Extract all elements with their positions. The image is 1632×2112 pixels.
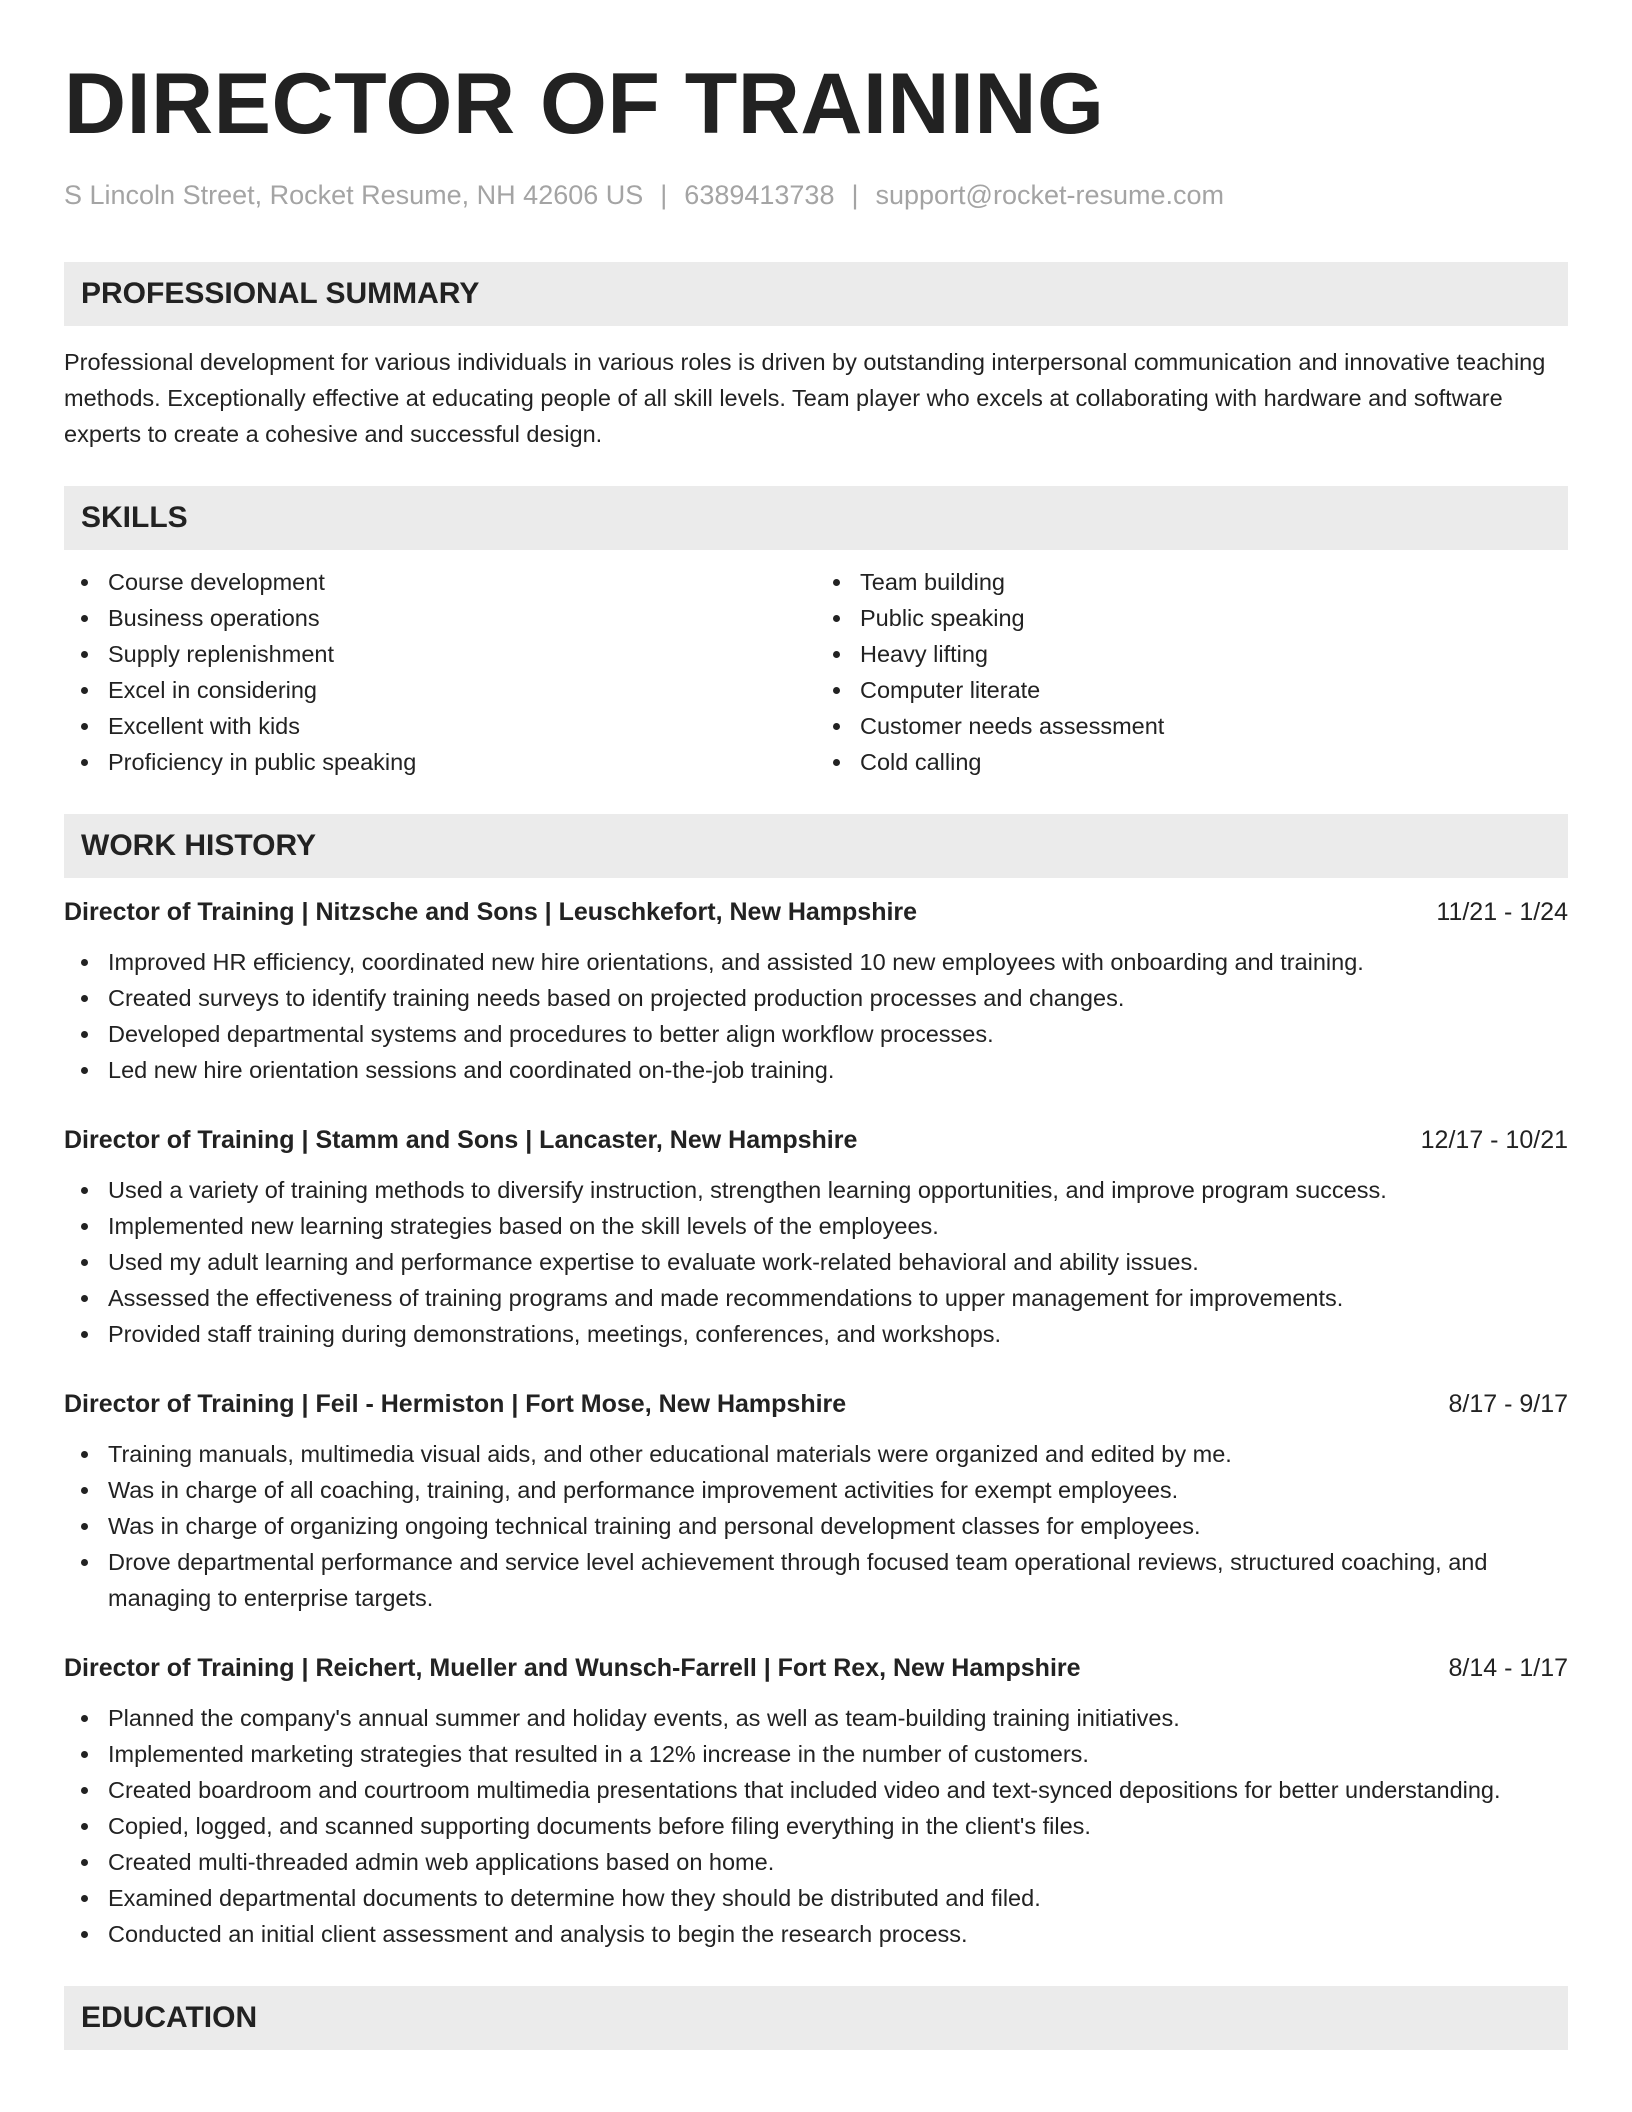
contact-separator: | [660, 180, 668, 210]
resume-name: DIRECTOR OF TRAINING [64, 56, 1105, 152]
job-entry [64, 894, 1568, 1088]
job-bullet: Used my adult learning and performance expertise to evaluate work-related behavioral and ability issues. [64, 1244, 1568, 1280]
job-bullet: Planned the company's annual summer and holiday events, as well as team-building training initiatives. [64, 1700, 1568, 1736]
skill-item: Course development [64, 564, 816, 600]
job-bullet: Assessed the effectiveness of training programs and made recommendations to upper management for improvements. [64, 1280, 1568, 1316]
job-bullet: Created surveys to identify training needs based on projected production processes and changes. [64, 980, 1568, 1016]
skill-item: Supply replenishment [64, 636, 816, 672]
job-header [64, 894, 1568, 930]
job-title: Director of Training | Reichert, Mueller and Wunsch-Farrell | Fort Rex, New Hampshire [64, 1654, 1081, 1682]
contact-separator: | [851, 180, 859, 210]
job-bullet: Used a variety of training methods to diversify instruction, strengthen learning opportunities, and improve program success. [64, 1172, 1568, 1208]
skill-item: Cold calling [816, 744, 1568, 780]
job-bullet: Copied, logged, and scanned supporting documents before filing everything in the client's files. [64, 1808, 1568, 1844]
skill-item: Public speaking [816, 600, 1568, 636]
job-bullets [64, 944, 1568, 1088]
job-title: Director of Training | Feil - Hermiston | Fort Mose, New Hampshire [64, 1390, 847, 1418]
job-bullet: Implemented marketing strategies that resulted in a 12% increase in the number of customers. [64, 1736, 1568, 1772]
job-dates: 11/21 - 1/24 [1436, 898, 1568, 926]
job-title: Director of Training | Stamm and Sons | Lancaster, New Hampshire [64, 1126, 858, 1154]
job-entry [64, 1650, 1568, 1952]
section-header-skills: SKILLS [64, 486, 1568, 550]
skill-item: Proficiency in public speaking [64, 744, 816, 780]
skill-item: Excel in considering [64, 672, 816, 708]
skills-column-left [64, 564, 816, 780]
skills-list [64, 564, 1568, 780]
contact-address: S Lincoln Street, Rocket Resume, NH 42606 US [64, 180, 644, 210]
job-bullet: Created multi-threaded admin web applications based on home. [64, 1844, 1568, 1880]
skill-item: Heavy lifting [816, 636, 1568, 672]
job-bullets [64, 1172, 1568, 1352]
job-bullet: Developed departmental systems and procedures to better align workflow processes. [64, 1016, 1568, 1052]
job-bullet: Was in charge of organizing ongoing technical training and personal development classes for employees. [64, 1508, 1568, 1544]
contact-email: support@rocket-resume.com [875, 180, 1225, 210]
job-bullets [64, 1436, 1568, 1616]
skills-column-right [816, 564, 1568, 780]
section-header-education: EDUCATION [64, 1986, 1568, 2050]
job-header [64, 1650, 1568, 1686]
job-dates: 8/17 - 9/17 [1448, 1390, 1568, 1418]
job-bullet: Examined departmental documents to determine how they should be distributed and filed. [64, 1880, 1568, 1916]
job-bullet: Implemented new learning strategies based on the skill levels of the employees. [64, 1208, 1568, 1244]
job-entry [64, 1122, 1568, 1352]
section-header-work-history: WORK HISTORY [64, 814, 1568, 878]
job-bullet: Was in charge of all coaching, training, and performance improvement activities for exempt employees. [64, 1472, 1568, 1508]
job-bullet: Drove departmental performance and service level achievement through focused team operational reviews, structured coaching, and managing to enterprise targets. [64, 1544, 1568, 1616]
job-bullet: Led new hire orientation sessions and coordinated on-the-job training. [64, 1052, 1568, 1088]
job-bullet: Improved HR efficiency, coordinated new hire orientations, and assisted 10 new employees with onboarding and training. [64, 944, 1568, 980]
job-dates: 12/17 - 10/21 [1420, 1126, 1568, 1154]
summary-text: Professional development for various individuals in various roles is driven by outstanding interpersonal communication and innovative teaching methods. Exceptionally effective at educating people of all skill levels. Team player who excels at collaborating with hardware and software experts to create a cohesive and successful design. [64, 349, 1546, 447]
job-bullets [64, 1700, 1568, 1952]
job-bullet: Created boardroom and courtroom multimedia presentations that included video and text-synced depositions for better understanding. [64, 1772, 1568, 1808]
skill-item: Customer needs assessment [816, 708, 1568, 744]
contact-phone: 6389413738 [684, 180, 835, 210]
contact-line [64, 178, 1568, 212]
skill-item: Computer literate [816, 672, 1568, 708]
skill-item: Team building [816, 564, 1568, 600]
skill-item: Excellent with kids [64, 708, 816, 744]
job-dates: 8/14 - 1/17 [1448, 1654, 1568, 1682]
job-bullet: Conducted an initial client assessment and analysis to begin the research process. [64, 1916, 1568, 1952]
job-title: Director of Training | Nitzsche and Sons | Leuschkefort, New Hampshire [64, 898, 918, 926]
section-header-summary: PROFESSIONAL SUMMARY [64, 262, 1568, 326]
job-entry [64, 1386, 1568, 1616]
job-header [64, 1122, 1568, 1158]
job-bullet: Training manuals, multimedia visual aids, and other educational materials were organized and edited by me. [64, 1436, 1568, 1472]
job-bullet: Provided staff training during demonstrations, meetings, conferences, and workshops. [64, 1316, 1568, 1352]
skill-item: Business operations [64, 600, 816, 636]
job-header [64, 1386, 1568, 1422]
